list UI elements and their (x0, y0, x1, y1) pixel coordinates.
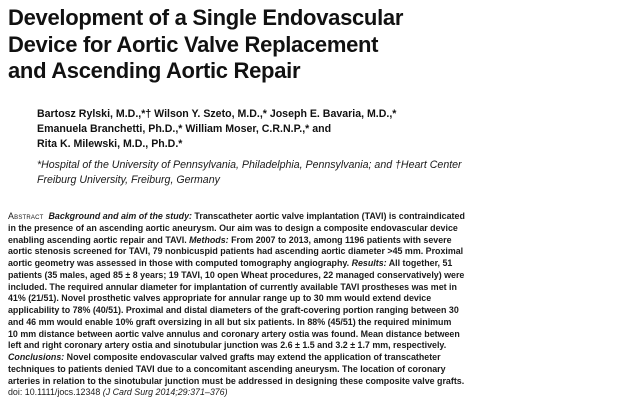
author-list (37, 107, 617, 153)
abstract-line (8, 235, 618, 247)
journal-citation: (J Card Surg 2014;29:371–376) (102, 387, 228, 398)
author-line: Rita K. Milewski, M.D., Ph.D.* (37, 138, 183, 151)
abstract-block (8, 211, 618, 399)
abstract-line (8, 352, 618, 364)
citation-line (8, 387, 618, 399)
affiliation-line: *Hospital of the University of Pennsylvania, Philadelphia, Pennsylvania; and †Heart Center (37, 159, 462, 171)
results-heading: Results: (351, 258, 387, 268)
author-line: Bartosz Rylski, M.D.,*† Wilson Y. Szeto, M.D.,* Joseph E. Bavaria, M.D.,* (37, 108, 397, 120)
abstract-line (8, 211, 618, 223)
abstract-line: arteries in relation to the sinotubular junction must be addressed in designing these composite valve grafts. (8, 375, 465, 386)
abstract-line: 10 mm distance between aortic valve annulus and coronary artery ostia was found. Mean distance between (8, 328, 460, 339)
background-heading: Background and aim of the study: (48, 211, 192, 221)
article-title (8, 5, 620, 85)
abstract-text: Transcatheter aortic valve implantation (TAVI) is contraindicated (191, 211, 465, 221)
abstract-text: From 2007 to 2013, among 1196 patients with severe (228, 234, 452, 245)
abstract-line: techniques to patients denied TAVI due to a concomitant ascending aneurysm. The location of coronary (8, 363, 446, 374)
abstract-text: All together, 51 (386, 258, 453, 268)
abstract-text: Novel composite endovascular valved grafts may extend the application of transcatheter (64, 352, 441, 362)
title-line: and Ascending Aortic Repair (8, 58, 301, 83)
abstract-label: Abstract (8, 211, 44, 221)
affiliation-line: Freiburg University, Freiburg, Germany (37, 173, 220, 186)
affiliations (37, 158, 617, 187)
abstract-line: aortic stenosis screened for TAVI, 79 nonbicuspid patients had ascending aortic diameter >45 mm. Proximal (8, 246, 464, 257)
doi-link[interactable]: doi: 10.1111/jocs.12348 (8, 387, 101, 398)
abstract-line: included. The required annular diameter for implantation of currently available TAVI prostheses was met in (8, 281, 457, 292)
abstract-line (8, 258, 618, 270)
abstract-text: aortic geometry was assessed in those with computed tomography angiography. (8, 258, 350, 268)
author-line: Emanuela Branchetti, Ph.D.,* William Moser, C.R.N.P.,* and (37, 123, 332, 136)
abstract-line: in the presence of an ascending aortic aneurysm. Our aim was to design a composite endovascular device (8, 222, 458, 233)
abstract-line: 41% (21/51). Novel prosthetic valves appropriate for annular range up to 30 mm would extend device (8, 293, 432, 304)
title-line: Development of a Single Endovascular (8, 5, 404, 30)
abstract-line: and 46 mm would enable 10% graft oversizing in all but six patients. In 88% (45/51) the required minimum (8, 316, 452, 327)
abstract-line: patients (35 males, aged 85 ± 8 years; 19 TAVI, 10 open Wheat procedures, 22 managed conservatively) were (8, 269, 465, 280)
abstract-line: left and right coronary artery ostia and sinotubular junction was 2.6 ± 1.5 and 3.2 ± 1.7 mm, respectively. (8, 340, 447, 351)
title-line: Device for Aortic Valve Replacement (8, 31, 379, 57)
conclusions-heading: Conclusions: (8, 352, 65, 362)
methods-heading: Methods: (189, 234, 229, 245)
abstract-text: enabling ascending aortic repair and TAVI. (8, 234, 187, 245)
abstract-line: applicability to 78% (40/51). Proximal and distal diameters of the graft-covering portion ranging between 30 (8, 305, 459, 315)
